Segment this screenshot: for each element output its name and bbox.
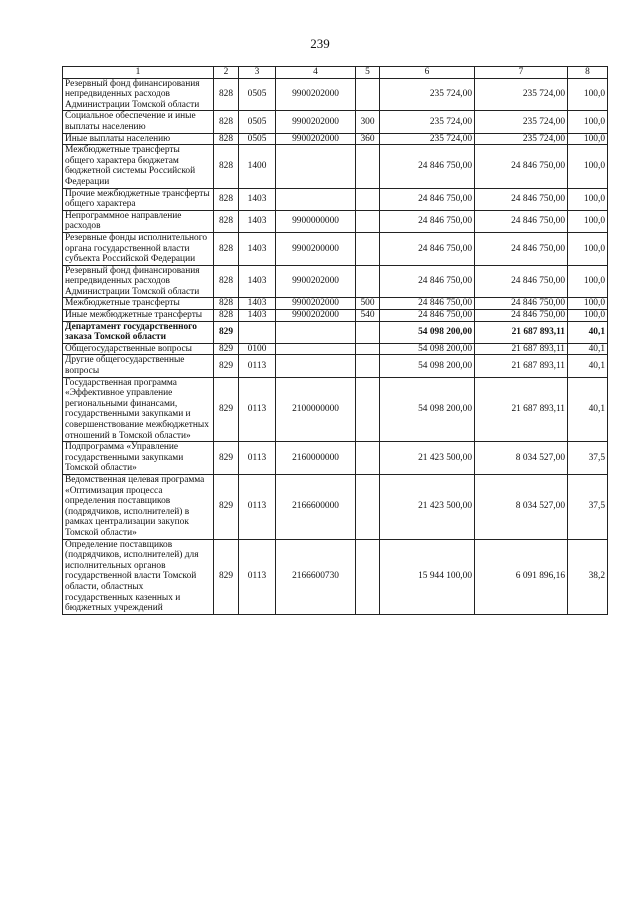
target-article: 9900202000: [276, 111, 356, 133]
execution-percent: 100,0: [568, 210, 608, 232]
plan-amount: 21 423 500,00: [380, 474, 475, 539]
section-code: 1403: [239, 265, 276, 298]
table-row: [63, 111, 608, 133]
section-code: 0100: [239, 343, 276, 355]
section-code: 0505: [239, 133, 276, 145]
ministry-code: 828: [214, 188, 239, 210]
plan-amount: 54 098 200,00: [380, 355, 475, 377]
execution-percent: 100,0: [568, 145, 608, 188]
expense-type: [356, 78, 380, 111]
executed-amount: 235 724,00: [475, 111, 568, 133]
table-row: [63, 539, 608, 614]
expense-type: 300: [356, 111, 380, 133]
target-article: 9900202000: [276, 265, 356, 298]
header-col-7: 7: [475, 67, 568, 79]
table-row: [63, 474, 608, 539]
target-article: [276, 321, 356, 343]
expense-type: [356, 232, 380, 265]
ministry-code: 828: [214, 111, 239, 133]
executed-amount: 24 846 750,00: [475, 310, 568, 322]
plan-amount: 15 944 100,00: [380, 539, 475, 614]
expense-type: [356, 474, 380, 539]
plan-amount: 235 724,00: [380, 111, 475, 133]
row-name: Общегосударственные вопросы: [63, 343, 214, 355]
row-name: Иные межбюджетные трансферты: [63, 310, 214, 322]
row-name: Социальное обеспечение и иные выплаты населению: [63, 111, 214, 133]
header-col-5: 5: [356, 67, 380, 79]
row-name: Государственная программа «Эффективное управление региональными финансами, государственными закупками и совершенствование межбюджетных отношений в Томской области»: [63, 377, 214, 442]
row-name: Департамент государственного заказа Томской области: [63, 321, 214, 343]
row-name: Резервный фонд финансирования непредвиденных расходов Администрации Томской области: [63, 265, 214, 298]
execution-percent: 100,0: [568, 111, 608, 133]
plan-amount: 54 098 200,00: [380, 321, 475, 343]
header-col-8: 8: [568, 67, 608, 79]
target-article: 2166600000: [276, 474, 356, 539]
expense-type: [356, 265, 380, 298]
row-name: Межбюджетные трансферты общего характера бюджетам бюджетной системы Российской Федерации: [63, 145, 214, 188]
target-article: 9900202000: [276, 78, 356, 111]
executed-amount: 21 687 893,11: [475, 321, 568, 343]
executed-amount: 24 846 750,00: [475, 298, 568, 310]
ministry-code: 829: [214, 539, 239, 614]
target-article: 9900202000: [276, 298, 356, 310]
ministry-code: 828: [214, 265, 239, 298]
executed-amount: 21 687 893,11: [475, 377, 568, 442]
ministry-code: 829: [214, 442, 239, 475]
row-name: Другие общегосударственные вопросы: [63, 355, 214, 377]
plan-amount: 24 846 750,00: [380, 145, 475, 188]
section-code: 1403: [239, 232, 276, 265]
row-name: Резервный фонд финансирования непредвиденных расходов Администрации Томской области: [63, 78, 214, 111]
expense-type: [356, 188, 380, 210]
table-row: [63, 310, 608, 322]
target-article: 9900202000: [276, 310, 356, 322]
plan-amount: 24 846 750,00: [380, 188, 475, 210]
section-code: 1403: [239, 188, 276, 210]
expense-type: [356, 442, 380, 475]
header-row: [63, 67, 608, 79]
expense-type: [356, 355, 380, 377]
execution-percent: 40,1: [568, 377, 608, 442]
ministry-code: 828: [214, 310, 239, 322]
ministry-code: 829: [214, 377, 239, 442]
ministry-code: 828: [214, 78, 239, 111]
expense-type: [356, 145, 380, 188]
plan-amount: 54 098 200,00: [380, 377, 475, 442]
ministry-code: 828: [214, 133, 239, 145]
executed-amount: 21 687 893,11: [475, 355, 568, 377]
expense-type: 540: [356, 310, 380, 322]
header-col-2: 2: [214, 67, 239, 79]
executed-amount: 24 846 750,00: [475, 188, 568, 210]
ministry-code: 829: [214, 343, 239, 355]
plan-amount: 54 098 200,00: [380, 343, 475, 355]
section-code: 0113: [239, 474, 276, 539]
row-name: Определение поставщиков (подрядчиков, исполнителей) для исполнительных органов государственной власти Томской области, областных государственных казенных и бюджетных учреждений: [63, 539, 214, 614]
plan-amount: 24 846 750,00: [380, 265, 475, 298]
table-row: [63, 442, 608, 475]
ministry-code: 829: [214, 355, 239, 377]
section-code: 0113: [239, 355, 276, 377]
execution-percent: 38,2: [568, 539, 608, 614]
table-row: [63, 78, 608, 111]
table-row: [63, 343, 608, 355]
execution-percent: 100,0: [568, 310, 608, 322]
target-article: 9900000000: [276, 210, 356, 232]
table-row: [63, 321, 608, 343]
row-name: Непрограммное направление расходов: [63, 210, 214, 232]
section-code: 0505: [239, 111, 276, 133]
target-article: 2160000000: [276, 442, 356, 475]
table-row: [63, 298, 608, 310]
header-col-4: 4: [276, 67, 356, 79]
table-row: [63, 355, 608, 377]
row-name: Ведомственная целевая программа «Оптимизация процесса определения поставщиков (подрядчиков, исполнителей) в рамках централизации закупок Томской области»: [63, 474, 214, 539]
section-code: [239, 321, 276, 343]
executed-amount: 8 034 527,00: [475, 474, 568, 539]
target-article: 9900202000: [276, 133, 356, 145]
expense-type: [356, 210, 380, 232]
target-article: 9900200000: [276, 232, 356, 265]
execution-percent: 100,0: [568, 298, 608, 310]
expense-type: [356, 377, 380, 442]
expense-type: [356, 321, 380, 343]
row-name: Резервные фонды исполнительного органа государственной власти субъекта Российской Федерации: [63, 232, 214, 265]
executed-amount: 24 846 750,00: [475, 265, 568, 298]
target-article: [276, 355, 356, 377]
row-name: Подпрограмма «Управление государственными закупками Томской области»: [63, 442, 214, 475]
section-code: 0113: [239, 539, 276, 614]
executed-amount: 6 091 896,16: [475, 539, 568, 614]
execution-percent: 40,1: [568, 343, 608, 355]
plan-amount: 24 846 750,00: [380, 310, 475, 322]
row-name: Прочие межбюджетные трансферты общего характера: [63, 188, 214, 210]
section-code: 1403: [239, 298, 276, 310]
target-article: [276, 145, 356, 188]
execution-percent: 37,5: [568, 442, 608, 475]
table-row: [63, 377, 608, 442]
execution-percent: 40,1: [568, 321, 608, 343]
executed-amount: 24 846 750,00: [475, 210, 568, 232]
plan-amount: 21 423 500,00: [380, 442, 475, 475]
page-number: 239: [310, 36, 330, 51]
executed-amount: 24 846 750,00: [475, 145, 568, 188]
expense-type: [356, 539, 380, 614]
ministry-code: 828: [214, 145, 239, 188]
ministry-code: 828: [214, 298, 239, 310]
table-row: [63, 133, 608, 145]
plan-amount: 235 724,00: [380, 133, 475, 145]
ministry-code: 828: [214, 210, 239, 232]
executed-amount: 235 724,00: [475, 133, 568, 145]
executed-amount: 21 687 893,11: [475, 343, 568, 355]
execution-percent: 37,5: [568, 474, 608, 539]
target-article: 2100000000: [276, 377, 356, 442]
ministry-code: 829: [214, 321, 239, 343]
header-col-6: 6: [380, 67, 475, 79]
plan-amount: 24 846 750,00: [380, 298, 475, 310]
expense-type: 500: [356, 298, 380, 310]
executed-amount: 24 846 750,00: [475, 232, 568, 265]
target-article: [276, 343, 356, 355]
header-col-3: 3: [239, 67, 276, 79]
target-article: [276, 188, 356, 210]
execution-percent: 100,0: [568, 78, 608, 111]
executed-amount: 235 724,00: [475, 78, 568, 111]
table-row: [63, 232, 608, 265]
table-row: [63, 188, 608, 210]
ministry-code: 828: [214, 232, 239, 265]
ministry-code: 829: [214, 474, 239, 539]
header-col-1: 1: [63, 67, 214, 79]
expense-type: 360: [356, 133, 380, 145]
execution-percent: 100,0: [568, 232, 608, 265]
row-name: Межбюджетные трансферты: [63, 298, 214, 310]
execution-percent: 40,1: [568, 355, 608, 377]
plan-amount: 24 846 750,00: [380, 210, 475, 232]
section-code: 1403: [239, 210, 276, 232]
executed-amount: 8 034 527,00: [475, 442, 568, 475]
section-code: 1400: [239, 145, 276, 188]
expense-type: [356, 343, 380, 355]
plan-amount: 24 846 750,00: [380, 232, 475, 265]
budget-table: [62, 66, 608, 615]
execution-percent: 100,0: [568, 188, 608, 210]
section-code: 0113: [239, 377, 276, 442]
section-code: 1403: [239, 310, 276, 322]
target-article: 2166600730: [276, 539, 356, 614]
section-code: 0505: [239, 78, 276, 111]
plan-amount: 235 724,00: [380, 78, 475, 111]
table-row: [63, 210, 608, 232]
table-row: [63, 265, 608, 298]
row-name: Иные выплаты населению: [63, 133, 214, 145]
execution-percent: 100,0: [568, 265, 608, 298]
table-row: [63, 145, 608, 188]
section-code: 0113: [239, 442, 276, 475]
execution-percent: 100,0: [568, 133, 608, 145]
